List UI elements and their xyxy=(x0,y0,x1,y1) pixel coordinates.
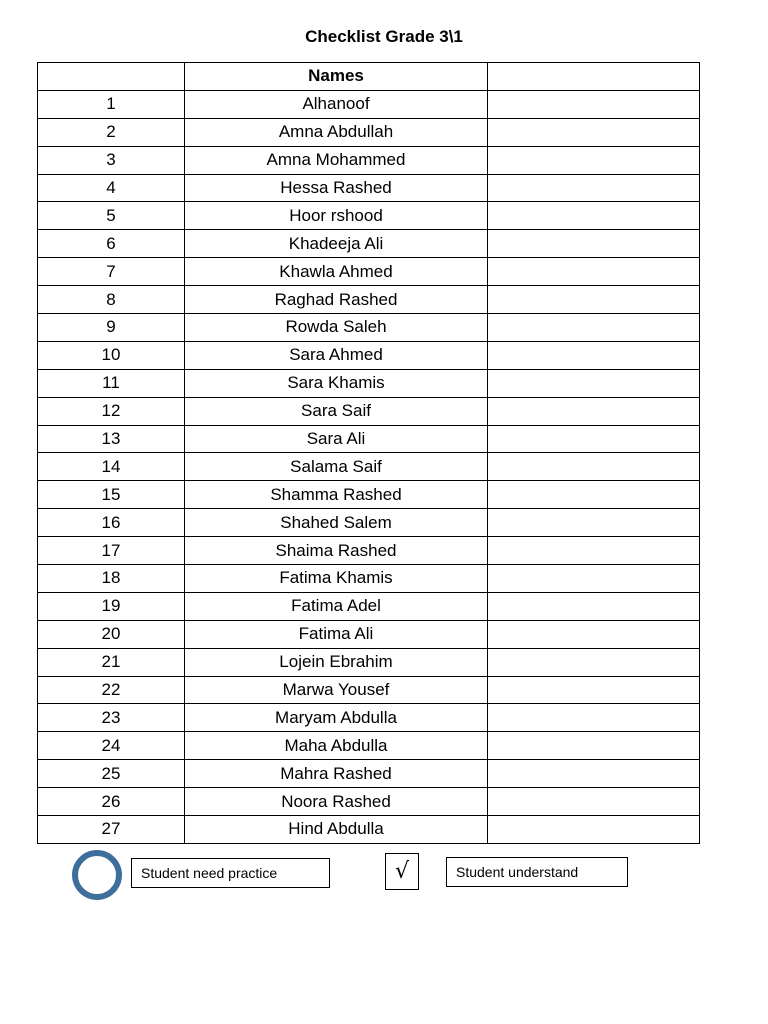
student-name: Lojein Ebrahim xyxy=(185,648,488,676)
table-row xyxy=(38,648,700,676)
student-name: Khawla Ahmed xyxy=(185,258,488,286)
table-row xyxy=(38,760,700,788)
row-number: 18 xyxy=(38,565,185,593)
table-row xyxy=(38,146,700,174)
student-name: Maryam Abdulla xyxy=(185,704,488,732)
table-row xyxy=(38,788,700,816)
row-number: 24 xyxy=(38,732,185,760)
mark-cell xyxy=(488,704,700,732)
row-number: 22 xyxy=(38,676,185,704)
student-name: Shahed Salem xyxy=(185,509,488,537)
student-name: Hind Abdulla xyxy=(185,816,488,844)
circle-icon xyxy=(72,850,122,900)
mark-cell xyxy=(488,258,700,286)
student-name: Sara Ahmed xyxy=(185,341,488,369)
table-row xyxy=(38,369,700,397)
legend-understand-label: Student understand xyxy=(446,857,628,887)
table-row xyxy=(38,314,700,342)
row-number: 12 xyxy=(38,397,185,425)
row-number: 7 xyxy=(38,258,185,286)
row-number: 8 xyxy=(38,286,185,314)
table-row xyxy=(38,286,700,314)
header-names: Names xyxy=(185,63,488,91)
student-name: Sara Ali xyxy=(185,425,488,453)
row-number: 17 xyxy=(38,537,185,565)
table-row xyxy=(38,230,700,258)
row-number: 16 xyxy=(38,509,185,537)
mark-cell xyxy=(488,202,700,230)
mark-cell xyxy=(488,620,700,648)
table-row xyxy=(38,537,700,565)
row-number: 20 xyxy=(38,620,185,648)
row-number: 6 xyxy=(38,230,185,258)
mark-cell xyxy=(488,397,700,425)
mark-cell xyxy=(488,565,700,593)
legend-practice-label: Student need practice xyxy=(131,858,330,888)
check-mark-icon: √ xyxy=(385,853,419,890)
student-name: Salama Saif xyxy=(185,453,488,481)
table-row xyxy=(38,258,700,286)
student-name: Fatima Khamis xyxy=(185,565,488,593)
table-row xyxy=(38,565,700,593)
row-number: 23 xyxy=(38,704,185,732)
table-row xyxy=(38,118,700,146)
student-name: Maha Abdulla xyxy=(185,732,488,760)
mark-cell xyxy=(488,648,700,676)
student-name: Fatima Ali xyxy=(185,620,488,648)
table-row xyxy=(38,732,700,760)
row-number: 26 xyxy=(38,788,185,816)
mark-cell xyxy=(488,146,700,174)
student-name: Fatima Adel xyxy=(185,592,488,620)
student-name: Sara Khamis xyxy=(185,369,488,397)
mark-cell xyxy=(488,118,700,146)
row-number: 21 xyxy=(38,648,185,676)
mark-cell xyxy=(488,341,700,369)
student-name: Raghad Rashed xyxy=(185,286,488,314)
row-number: 1 xyxy=(38,90,185,118)
mark-cell xyxy=(488,537,700,565)
table-row xyxy=(38,425,700,453)
mark-cell xyxy=(488,509,700,537)
table-row xyxy=(38,509,700,537)
mark-cell xyxy=(488,592,700,620)
student-name: Khadeeja Ali xyxy=(185,230,488,258)
table-row xyxy=(38,676,700,704)
student-name: Hoor rshood xyxy=(185,202,488,230)
header-number xyxy=(38,63,185,91)
table-row xyxy=(38,453,700,481)
table-row xyxy=(38,481,700,509)
mark-cell xyxy=(488,369,700,397)
mark-cell xyxy=(488,174,700,202)
row-number: 15 xyxy=(38,481,185,509)
student-name: Sara Saif xyxy=(185,397,488,425)
student-name: Amna Mohammed xyxy=(185,146,488,174)
table-row xyxy=(38,620,700,648)
student-name: Hessa Rashed xyxy=(185,174,488,202)
row-number: 14 xyxy=(38,453,185,481)
table-row xyxy=(38,174,700,202)
row-number: 3 xyxy=(38,146,185,174)
row-number: 19 xyxy=(38,592,185,620)
table-row xyxy=(38,202,700,230)
mark-cell xyxy=(488,453,700,481)
table-header-row xyxy=(38,63,700,91)
student-name: Amna Abdullah xyxy=(185,118,488,146)
row-number: 10 xyxy=(38,341,185,369)
row-number: 11 xyxy=(38,369,185,397)
mark-cell xyxy=(488,732,700,760)
student-name: Mahra Rashed xyxy=(185,760,488,788)
row-number: 9 xyxy=(38,314,185,342)
student-name: Shaima Rashed xyxy=(185,537,488,565)
mark-cell xyxy=(488,481,700,509)
table-row xyxy=(38,341,700,369)
mark-cell xyxy=(488,230,700,258)
student-name: Rowda Saleh xyxy=(185,314,488,342)
table-row xyxy=(38,816,700,844)
row-number: 25 xyxy=(38,760,185,788)
student-name: Marwa Yousef xyxy=(185,676,488,704)
student-name: Shamma Rashed xyxy=(185,481,488,509)
mark-cell xyxy=(488,90,700,118)
mark-cell xyxy=(488,314,700,342)
row-number: 27 xyxy=(38,816,185,844)
row-number: 5 xyxy=(38,202,185,230)
mark-cell xyxy=(488,788,700,816)
row-number: 4 xyxy=(38,174,185,202)
page-title: Checklist Grade 3\1 xyxy=(305,27,463,46)
mark-cell xyxy=(488,286,700,314)
header-mark xyxy=(488,63,700,91)
student-name: Alhanoof xyxy=(185,90,488,118)
student-name: Noora Rashed xyxy=(185,788,488,816)
table-row xyxy=(38,397,700,425)
checklist-table xyxy=(37,62,700,844)
row-number: 13 xyxy=(38,425,185,453)
row-number: 2 xyxy=(38,118,185,146)
mark-cell xyxy=(488,816,700,844)
table-row xyxy=(38,592,700,620)
table-row xyxy=(38,90,700,118)
mark-cell xyxy=(488,760,700,788)
mark-cell xyxy=(488,676,700,704)
table-row xyxy=(38,704,700,732)
mark-cell xyxy=(488,425,700,453)
